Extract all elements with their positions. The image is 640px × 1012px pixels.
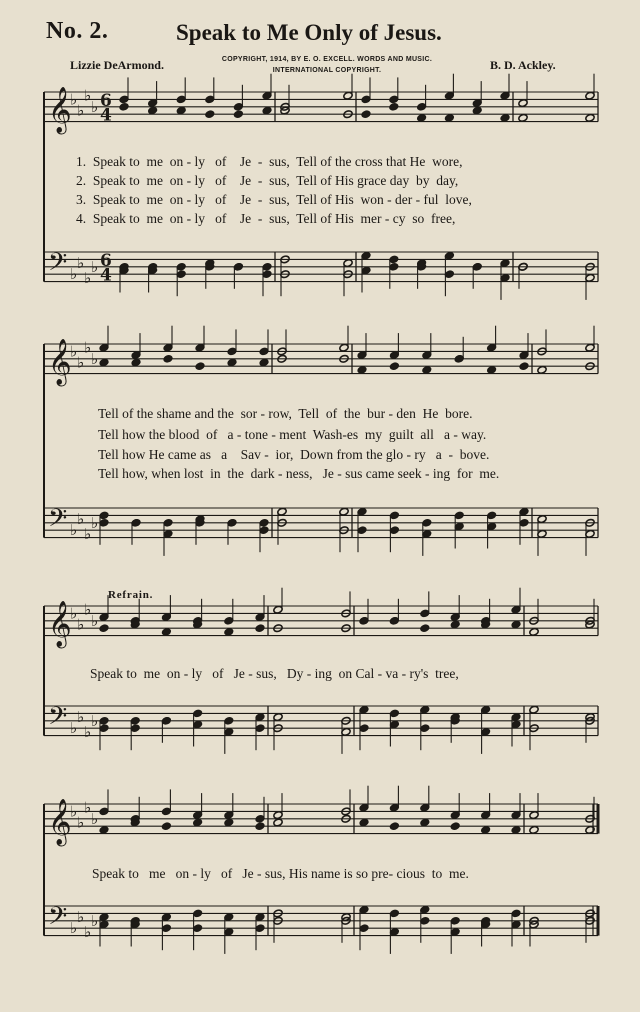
- note-head: [357, 366, 367, 375]
- note-head: [227, 358, 237, 367]
- note-head: [176, 106, 186, 115]
- note-head: [444, 114, 454, 123]
- note-head: [99, 358, 109, 367]
- note-head: [262, 106, 272, 115]
- flat-sign-icon: ♭: [70, 919, 78, 938]
- treble-clef-icon: 𝄞: [48, 799, 72, 846]
- treble-clef-icon: 𝄞: [48, 601, 72, 648]
- bass-clef-icon: 𝄢: [48, 701, 68, 737]
- flat-sign-icon: ♭: [91, 809, 99, 828]
- note-head: [205, 110, 215, 119]
- flat-sign-icon: ♭: [84, 600, 92, 619]
- note-head: [161, 822, 171, 831]
- treble-clef-icon: 𝄞: [48, 87, 72, 134]
- flat-sign-icon: ♭: [70, 802, 78, 821]
- note-head: [529, 826, 539, 835]
- note-head: [450, 822, 460, 831]
- note-head: [416, 114, 426, 123]
- author: Lizzie DeArmond.: [70, 58, 164, 72]
- flat-sign-icon: ♭: [91, 513, 99, 532]
- note-head: [511, 826, 521, 835]
- time-signature-digit: 6: [100, 90, 112, 111]
- note-head: [131, 358, 141, 367]
- flat-sign-icon: ♭: [77, 615, 85, 634]
- flat-sign-icon: ♭: [84, 524, 92, 543]
- note-head: [99, 624, 109, 633]
- bass-clef-icon: 𝄢: [48, 503, 68, 539]
- flat-sign-icon: ♭: [77, 353, 85, 372]
- refrain-lyric-2: Speak to me on - ly of Je - sus, His name is so pre- cious to me.: [92, 866, 469, 881]
- flat-sign-icon: ♭: [84, 86, 92, 105]
- note-head: [480, 826, 490, 835]
- flat-sign-icon: ♭: [91, 911, 99, 930]
- bass-clef-icon: 𝄢: [48, 247, 68, 283]
- lyric-line: Tell how, when lost in the dark - ness, Je - sus came seek - ing for me.: [98, 466, 500, 481]
- flat-sign-icon: ♭: [77, 708, 85, 727]
- note-head: [537, 366, 547, 375]
- lyric-line: 1. Speak to me on - ly of Je - sus, Tell of the cross that He wore,: [76, 154, 463, 169]
- copyright-line-2: INTERNATIONAL COPYRIGHT.: [272, 67, 382, 74]
- time-signature-digit: 4: [100, 265, 112, 286]
- lyric-line: Tell of the shame and the sor - row, Tell of the bur - den He bore.: [98, 406, 473, 421]
- note-head: [147, 106, 157, 115]
- flat-sign-icon: ♭: [77, 101, 85, 120]
- note-head: [585, 114, 595, 123]
- flat-sign-icon: ♭: [77, 510, 85, 529]
- flat-sign-icon: ♭: [91, 97, 99, 116]
- flat-sign-icon: ♭: [77, 813, 85, 832]
- note-head: [224, 628, 234, 637]
- flat-sign-icon: ♭: [70, 90, 78, 109]
- flat-sign-icon: ♭: [70, 604, 78, 623]
- note-head: [450, 620, 460, 629]
- note-head: [511, 620, 521, 629]
- note-head: [519, 362, 529, 371]
- treble-clef-icon: 𝄞: [48, 339, 72, 386]
- lyric-line: 2. Speak to me on - ly of Je - sus, Tell of His grace day by day,: [76, 173, 459, 188]
- flat-sign-icon: ♭: [70, 521, 78, 540]
- note-head: [259, 358, 269, 367]
- flat-sign-icon: ♭: [84, 722, 92, 741]
- note-head: [500, 114, 510, 123]
- flat-sign-icon: ♭: [91, 611, 99, 630]
- flat-sign-icon: ♭: [91, 349, 99, 368]
- note-head: [389, 102, 399, 111]
- bass-clef-icon: 𝄢: [48, 901, 68, 937]
- flat-sign-icon: ♭: [70, 265, 78, 284]
- flat-sign-icon: ♭: [84, 922, 92, 941]
- note-head: [420, 818, 430, 827]
- note-head: [273, 818, 283, 827]
- lyric-line: Tell how He came as a Sav - ior, Down from the glo - ry a - bove.: [98, 447, 490, 462]
- note-head: [192, 818, 202, 827]
- note-head: [472, 106, 482, 115]
- note-head: [255, 624, 265, 633]
- refrain-lyric-1: Speak to me on - ly of Je - sus, Dy - ing on Cal - va - ry's tree,: [90, 666, 459, 681]
- lyric-line: 3. Speak to me on - ly of Je - sus, Tell of His won - der - ful love,: [76, 192, 472, 207]
- note-head: [361, 110, 371, 119]
- refrain-label: Refrain.: [108, 589, 154, 601]
- flat-sign-icon: ♭: [77, 908, 85, 927]
- note-head: [255, 822, 265, 831]
- flat-sign-icon: ♭: [84, 268, 92, 287]
- flat-sign-icon: ♭: [84, 798, 92, 817]
- note-head: [422, 366, 432, 375]
- flat-sign-icon: ♭: [84, 338, 92, 357]
- note-head: [359, 818, 369, 827]
- note-head: [163, 354, 173, 363]
- note-head: [486, 366, 496, 375]
- flat-sign-icon: ♭: [70, 342, 78, 361]
- note-head: [119, 102, 129, 111]
- hymn-title: Speak to Me Only of Jesus.: [176, 20, 442, 45]
- time-signature-digit: 6: [100, 250, 112, 271]
- note-head: [233, 110, 243, 119]
- note-head: [420, 624, 430, 633]
- note-head: [99, 826, 109, 835]
- note-head: [161, 628, 171, 637]
- lyric-line: 4. Speak to me on - ly of Je - sus, Tell of His mer - cy so free,: [76, 211, 456, 226]
- composer: B. D. Ackley.: [490, 58, 556, 72]
- note-head: [195, 362, 205, 371]
- copyright-line-1: COPYRIGHT, 1914, BY E. O. EXCELL. WORDS AND MUSIC.: [221, 56, 433, 63]
- note-head: [389, 362, 399, 371]
- time-signature-digit: 4: [100, 105, 112, 126]
- note-head: [529, 628, 539, 637]
- lyric-line: Tell how the blood of a - tone - ment Wash-es my guilt all a - way.: [98, 427, 487, 442]
- flat-sign-icon: ♭: [91, 257, 99, 276]
- flat-sign-icon: ♭: [70, 719, 78, 738]
- note-head: [518, 114, 528, 123]
- flat-sign-icon: ♭: [77, 254, 85, 273]
- flat-sign-icon: ♭: [91, 711, 99, 730]
- note-head: [389, 822, 399, 831]
- hymn-number: No. 2.: [46, 18, 109, 44]
- note-head: [224, 818, 234, 827]
